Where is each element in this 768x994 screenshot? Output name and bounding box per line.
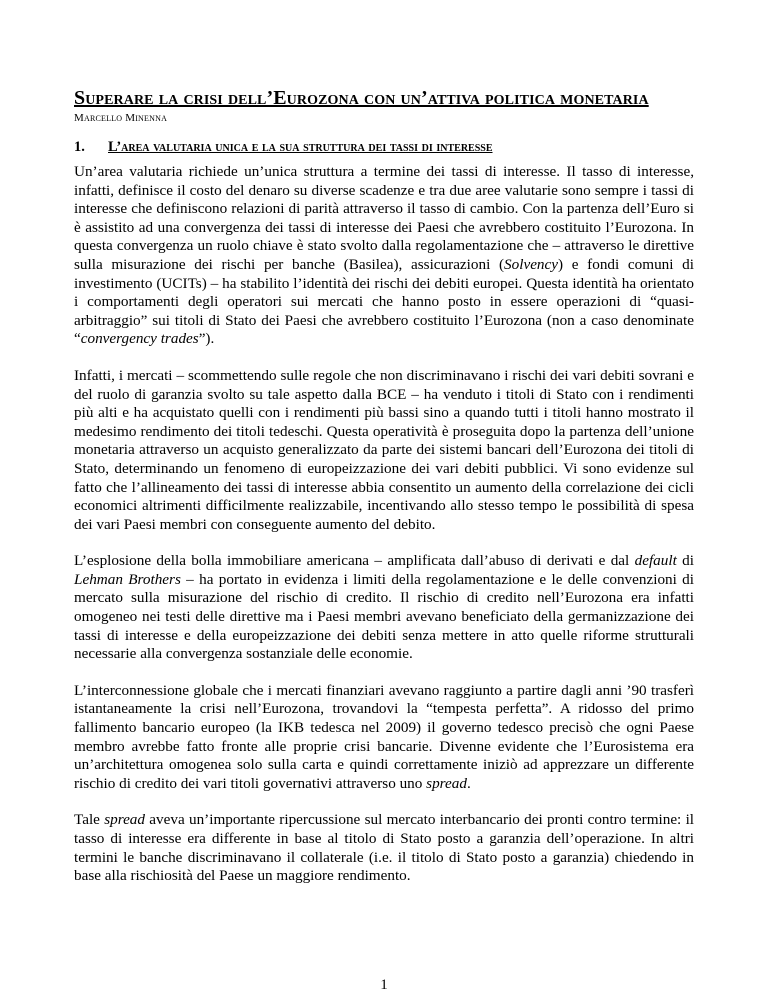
paragraph-1 [74,163,694,349]
text-run: Tale [74,811,105,829]
paragraph-4 [74,682,694,794]
italic-term: Lehman Brothers [74,570,181,588]
text-run: L’esplosione della bolla immobiliare americana – amplificata dall’abuso di derivati e dal [74,552,635,570]
text-run: Un’area valutaria richiede un’unica struttura a termine dei tassi di interesse. Il tasso di interesse, infatti, definisce il costo del denaro su diverse scadenze e tra due aree valutarie sono sempre i tassi di interesse che definiscono relazioni di parità attraverso il tasso di cambio. Con la partenza dell’Euro si è assistito ad una convergenza dei tassi di interesse dei Paesi che avrebbero costituito l’Eurozona. In questa convergenza un ruolo chiave è stato svolto dalla regolamentazione che – attraverso le direttive sulla misurazione dei rischi per banche (Basilea), assicurazioni ( [74,163,694,273]
body-text [74,163,694,886]
text-run: aveva un’importante ripercussione sul mercato interbancario dei pronti contro termine: il tasso di interesse era differente in base al titolo di Stato posto a garanzia dell’operazione. In altri termini le banche discriminavano il collaterale (i.e. il titolo di Stato posto a garanzia) chiedendo in base alla rischiosità del Paese un maggiore rendimento. [74,811,695,885]
text-run: . [466,774,471,792]
text-run: Infatti, i mercati – scommettendo sulle regole che non discriminavano i rischi dei vari debiti sovrani e del ruolo di garanzia svolto su tale aspetto dalla BCE – ha venduto i titoli di Stato con i rendimenti più alti e ha acquistato quelli con i rendimenti più bassi sino a quando tutti i titoli hanno mostrato il medesimo rendimento dei titoli tedeschi. Questa operatività è proseguita dopo la partenza dell’unione monetaria attraverso un acquisto generalizzato da parte dei sistemi bancari dell’Eurozona dei titoli di Stato, determinando un fenomeno di europeizzazione dei vari debiti pubblici. Vi sono evidenze sul fatto che l’allineamento dei tassi di interesse abbia consentito un aumento della correlazione dei cicli economici altrimenti difficilmente realizzabile, incentivando allo stesso tempo le possibilità di spesa dei vari Paesi membri con conseguente aumento del debito. [74,366,694,533]
italic-term: spread [426,774,467,792]
italic-term: spread [104,811,145,829]
section-title: L’area valutaria unica e la sua struttura dei tassi di interesse [108,139,493,155]
italic-term: convergency trades [80,330,199,348]
section-number: 1. [74,139,85,155]
text-run: ”). [198,330,215,348]
document-page [74,60,694,886]
text-run: di [676,552,694,570]
paragraph-5 [74,811,694,885]
italic-term: Solvency [504,255,559,273]
document-title: Superare la crisi dell’Eurozona con un’attiva politica monetaria [74,87,649,109]
text-run: ) e fondi comuni di investimento (UCITs) – ha stabilito l’identità dei rischi dei debiti europei. Questa identità ha orientato i comportamenti degli operatori sui mercati che hanno posto in essere operazioni di “quasi-arbitraggio” sui titoli di Stato dei Paesi che avrebbero costituito l’Eurozona (non a caso denominate “ [74,255,694,348]
text-run: – ha portato in evidenza i limiti della regolamentazione e le delle convenzioni di mercato sulla misurazione del rischio di credito. Il rischio di credito nell’Eurozona era infatti omogeneo nei testi delle direttive ma i Paesi membri avevano beneficiato della germanizzazione dei tassi di interesse e della europeizzazione dei debiti senza mettere in atto quelle riforme strutturali necessarie alla convergenza sostanziale delle economie. [74,570,694,663]
paragraph-2 [74,367,694,534]
italic-term: default [634,552,677,570]
paragraph-3 [74,552,694,664]
page-number: 1 [380,977,388,993]
section-heading [74,138,694,156]
author-name: Marcello Minenna [74,112,168,124]
text-run: L’interconnessione globale che i mercati finanziari avevano raggiunto a partire dagli anni ’90 trasferì istantaneamente la crisi nell’Eurozona, trovandovi la “tempesta perfetta”. A ridosso del primo fallimento bancario europeo (la IKB tedesca nel 2009) il governo tedesco precisò che ogni Paese membro avrebbe fatto fronte alle proprie crisi bancarie. Divenne evidente che l’Eurosistema era un’architettura omogenea solo sulla carta e quindi correttamente iniziò ad apprezzare un differente rischio di credito dei vari titoli governativi attraverso uno [74,681,694,792]
